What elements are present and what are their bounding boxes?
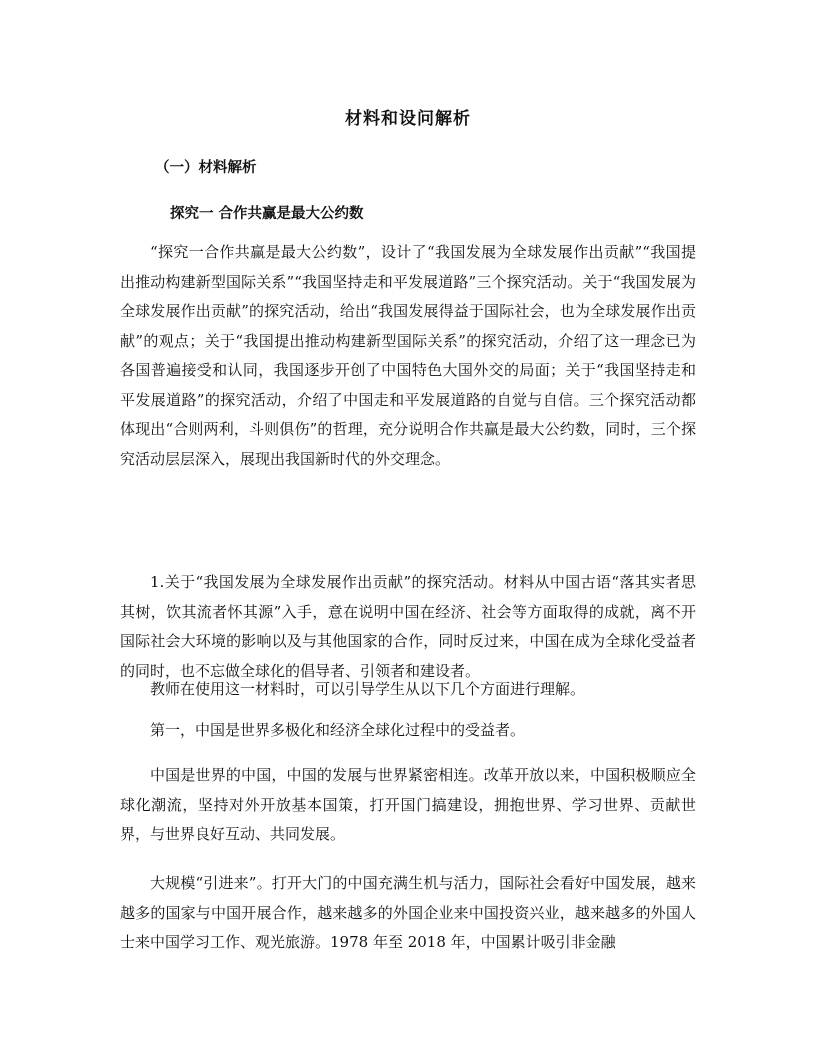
paragraph: 教师在使用这一材料时，可以引导学生从以下几个方面进行理解。 bbox=[150, 680, 586, 698]
section-heading: （一）材料解析 bbox=[155, 160, 257, 176]
document-title: 材料和设问解析 bbox=[345, 109, 471, 129]
paragraph: 第一，中国是世界多极化和经济全球化过程中的受益者。 bbox=[150, 721, 526, 739]
paragraph: “探究一合作共赢是最大公约数”，设计了“我国发展为全球发展作出贡献”“我国提出推动构建新型国际关系”“我国坚持走和平发展道路”三个探究活动。关于“我国发展为全球发展作出贡献”的探究活动，给出“我国发展得益于国际社会，也为全球发展作出贡献”的观点；关于“我国提出推动构建新型国际关系”的探究活动，介绍了这一理念已为各国普遍接受和认同，我国逐步开创了中国特色大国外交的局面；关于“我国坚持走和平发展道路”的探究活动，介绍了中国走和平发展道路的自觉与自信。三个探究活动都体现出“合则两利，斗则俱伤”的哲理，充分说明合作共赢是最大公约数，同时，三个探究活动层层深入，展现出我国新时代的外交理念。 bbox=[120, 243, 696, 468]
subsection-heading: 探究一 合作共赢是最大公约数 bbox=[170, 206, 364, 222]
paragraph: 中国是世界的中国，中国的发展与世界紧密相连。改革开放以来，中国积极顺应全球化潮流，坚持对外开放基本国策，打开国门搞建设，拥抱世界、学习世界、贡献世界，与世界良好互动、共同发展。 bbox=[120, 766, 696, 843]
paragraph: 1.关于“我国发展为全球发展作出贡献”的探究活动。材料从中国古语“落其实者思其树，饮其流者怀其源”入手，意在说明中国在经济、社会等方面取得的成就，离不开国际社会大环境的影响以及与其他国家的合作，同时反过来，中国在成为全球化受益者的同时，也不忘做全球化的倡导者、引领者和建设者。 bbox=[120, 573, 696, 680]
paragraph: 大规模“引进来”。打开大门的中国充满生机与活力，国际社会看好中国发展，越来越多的国家与中国开展合作，越来越多的外国企业来中国投资兴业，越来越多的外国人士来中国学习工作、观光旅游。1978 年至 2018 年，中国累计吸引非金融 bbox=[120, 874, 696, 951]
